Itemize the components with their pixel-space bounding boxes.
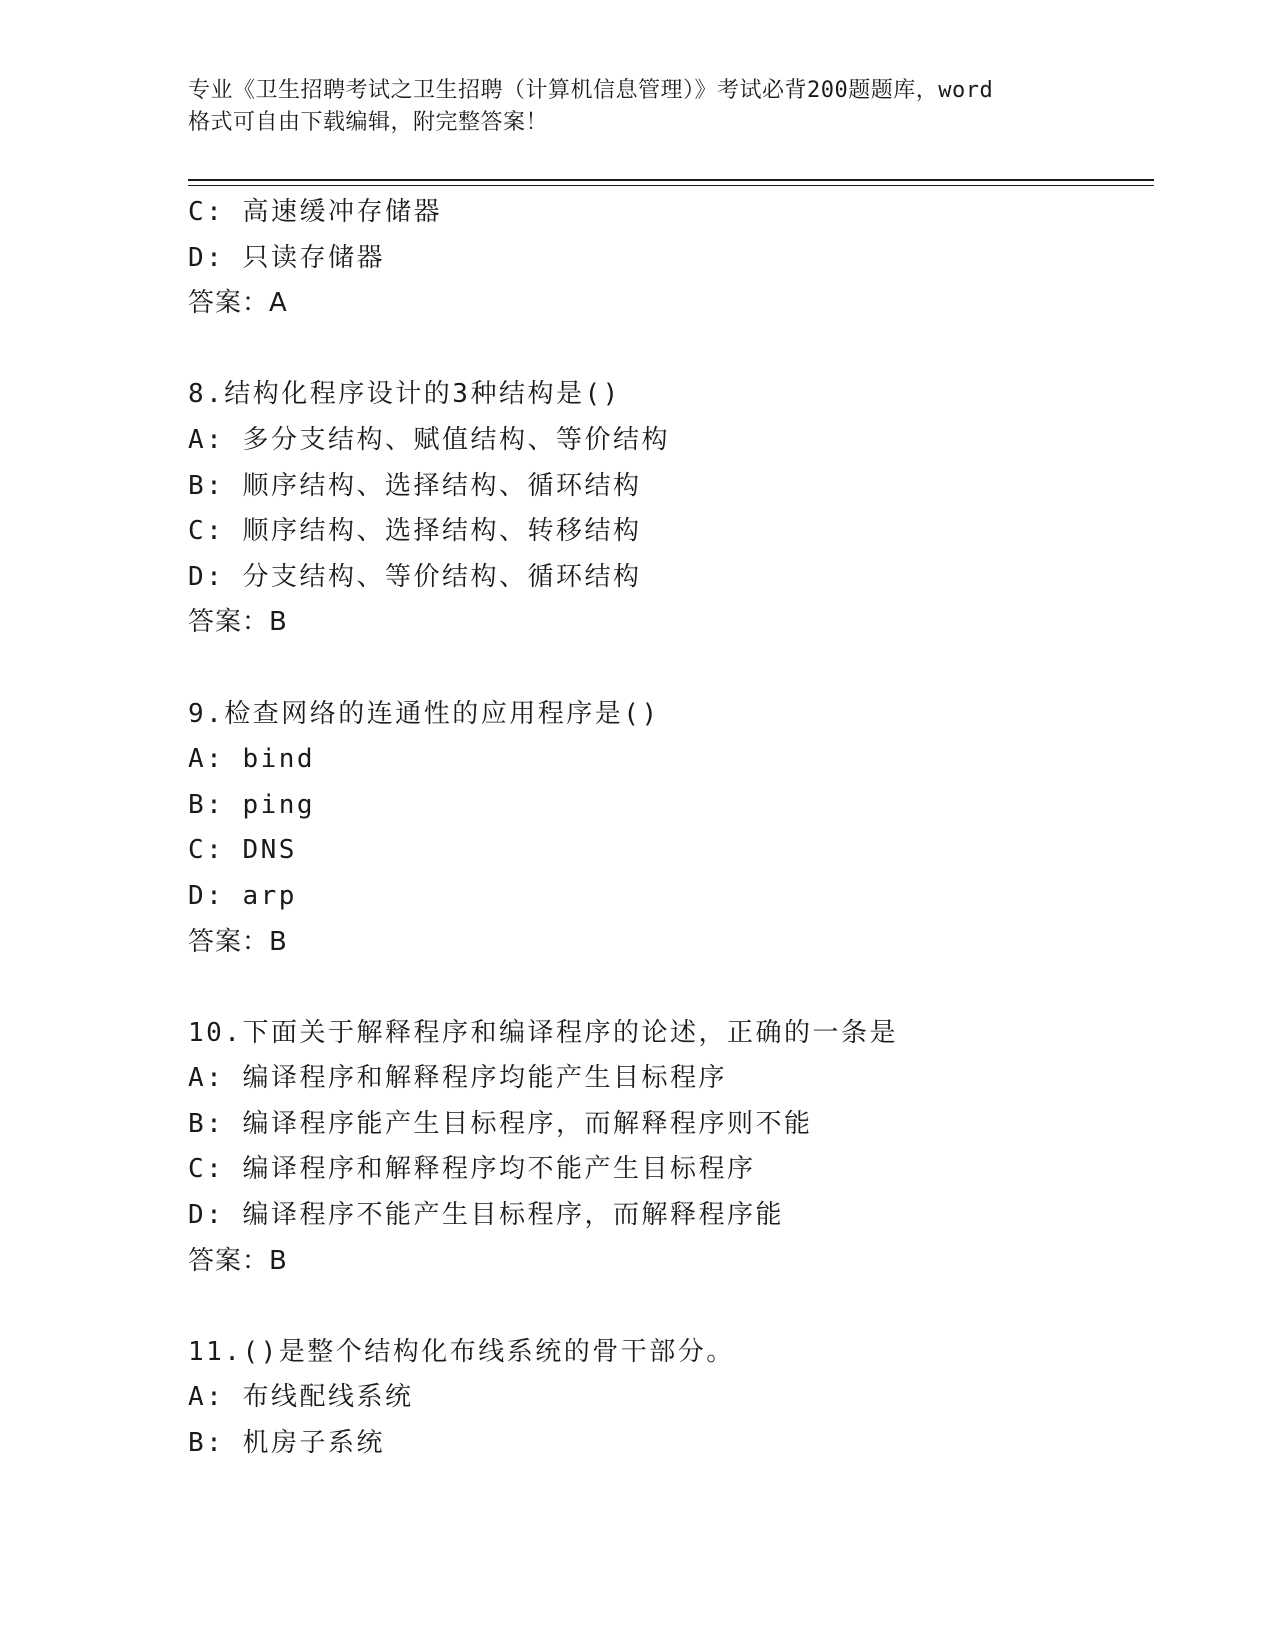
option-b: B: 编译程序能产生目标程序，而解释程序则不能 <box>188 1108 813 1139</box>
option-b: B: 机房子系统 <box>188 1428 385 1459</box>
question-7-continued <box>188 190 1148 327</box>
spacer <box>188 327 1148 373</box>
spacer <box>188 965 1148 1011</box>
option-c: C: 编译程序和解释程序均不能产生目标程序 <box>188 1154 756 1185</box>
answer-line: 答案：A <box>188 288 288 319</box>
spacer <box>188 646 1148 692</box>
question-stem: 10.下面关于解释程序和编译程序的论述，正确的一条是 <box>188 1017 898 1048</box>
question-9 <box>188 692 1148 966</box>
option-a: A: 多分支结构、赋值结构、等价结构 <box>188 424 670 455</box>
question-11 <box>188 1330 1148 1467</box>
question-stem: 8.结构化程序设计的3种结构是() <box>188 379 621 410</box>
header-line-2: 格式可自由下载编辑，附完整答案！ <box>188 110 549 135</box>
answer-line: 答案：B <box>188 607 288 638</box>
option-c: C: 高速缓冲存储器 <box>188 197 442 227</box>
spacer <box>188 1284 1148 1330</box>
question-8 <box>188 372 1148 646</box>
answer-line: 答案：B <box>188 1245 288 1276</box>
option-a: A: 编译程序和解释程序均能产生目标程序 <box>188 1063 727 1094</box>
header-line-1: 专业《卫生招聘考试之卫生招聘（计算机信息管理）》考试必背200题题库，word <box>188 78 994 103</box>
header-divider <box>188 179 1154 186</box>
option-b: B: ping <box>188 789 316 820</box>
option-c: C: DNS <box>188 835 297 866</box>
option-c: C: 顺序结构、选择结构、转移结构 <box>188 516 642 547</box>
question-stem: 9.检查网络的连通性的应用程序是() <box>188 698 660 729</box>
document-header <box>188 75 1088 139</box>
option-d: D: 只读存储器 <box>188 242 385 273</box>
option-a: A: bind <box>188 744 316 775</box>
answer-line: 答案：B <box>188 926 288 957</box>
question-list <box>188 190 1148 1467</box>
option-d: D: 编译程序不能产生目标程序，而解释程序能 <box>188 1200 784 1231</box>
option-d: D: 分支结构、等价结构、循环结构 <box>188 561 642 592</box>
option-b: B: 顺序结构、选择结构、循环结构 <box>188 470 642 501</box>
question-stem: 11.()是整个结构化布线系统的骨干部分。 <box>188 1336 735 1367</box>
option-a: A: 布线配线系统 <box>188 1382 414 1413</box>
option-d: D: arp <box>188 880 297 911</box>
question-10 <box>188 1011 1148 1285</box>
